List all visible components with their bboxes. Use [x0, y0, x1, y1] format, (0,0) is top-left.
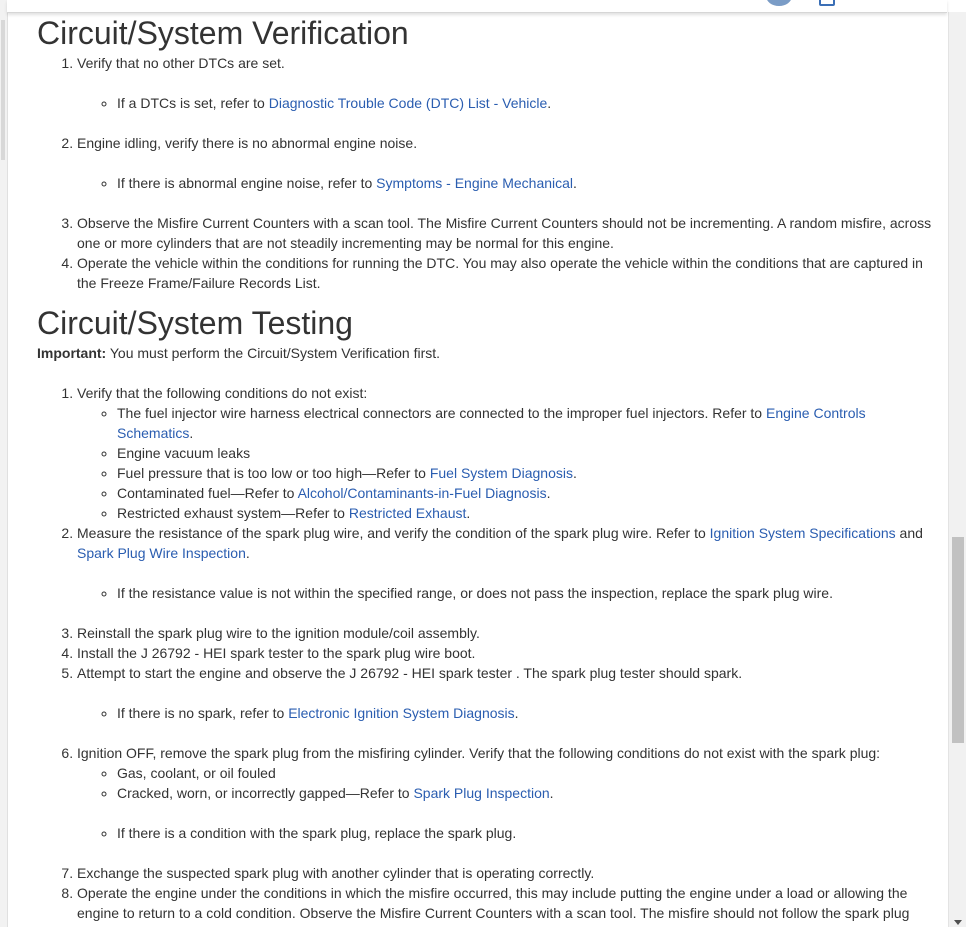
- vertical-scrollbar[interactable]: [948, 12, 966, 927]
- testing-step-3: 3. Reinstall the spark plug wire to the ignition module/coil assembly.: [77, 623, 932, 643]
- testing-heading: Circuit/System Testing: [37, 305, 353, 341]
- testing-step-1-a: ◦ The fuel injector wire harness electrical connectors are connected to the improper fuel injectors. Refer to Engine Controls Schematics.: [117, 403, 932, 443]
- fuel-system-diagnosis-link[interactable]: Fuel System Diagnosis: [429, 465, 573, 481]
- verification-step-4: 4. Operate the vehicle within the conditions for running the DTC. You may also operate the vehicle within the conditions that are captured in the Freeze Frame/Failure Records List.: [77, 253, 932, 293]
- verification-step-2: 2. Engine idling, verify there is no abnormal engine noise. ◦ If there is abnormal engine noise, refer to Symptoms - Engine Mechanical.: [77, 133, 932, 213]
- testing-step-1-e: ◦ Restricted exhaust system—Refer to Restricted Exhaust.: [117, 503, 932, 523]
- symptoms-engine-mechanical-link[interactable]: Symptoms - Engine Mechanical: [376, 175, 574, 191]
- left-scroll-thumb[interactable]: [1, 20, 5, 160]
- verification-heading: Circuit/System Verification: [37, 15, 409, 51]
- verification-steps: [37, 53, 932, 293]
- testing-step-6-b: ◦ Cracked, worn, or incorrectly gapped—Refer to Spark Plug Inspection.: [117, 783, 932, 803]
- testing-step-2: 2. Measure the resistance of the spark plug wire, and verify the condition of the spark plug wire. Refer to Ignition System Specifications and Spark Plug Wire Inspection. ◦ If the resistance value is not within the specified range, or does not pass the inspection, replace the spark plug wire.: [77, 523, 932, 623]
- testing-step-8: 8. Operate the engine under the conditions in which the misfire occurred, this may include putting the engine under a load or allowing the engine to return to a cold condition. Observe the Misfire Current Counters with a scan tool. The misfire should not follow the spark plug: [77, 883, 932, 923]
- verification-step-3: 3. Observe the Misfire Current Counters with a scan tool. The Misfire Current Counters should not be incrementing. A random misfire, across one or more cylinders that are not steadily incrementing may be normal for this engine.: [77, 213, 932, 253]
- testing-step-2-sub: ◦ If the resistance value is not within the specified range, or does not pass the inspection, replace the spark plug wire.: [117, 583, 932, 603]
- testing-step-5-sub: ◦ If there is no spark, refer to Electronic Ignition System Diagnosis.: [117, 703, 932, 723]
- engine-controls-schematics-link[interactable]: Engine Controls Schematics: [117, 405, 866, 441]
- testing-step-6-a: ◦ Gas, coolant, or oil fouled: [117, 763, 932, 783]
- testing-step-1: 1. Verify that the following conditions do not exist: ◦ The fuel injector wire harness electrical connectors are connected to the improper fuel injectors. Refer to Engine Controls Schematics. ◦ Engine vacuum leaks ◦ Fuel pressure that is too low or too high—Refer to Fuel System Diagnosis. ◦ Contaminated fuel—Refer to Alcohol/Contaminants-in-Fuel Diagnosis. ◦ Restricted exhaust system—Refer to Restricted Exhaust.: [77, 383, 932, 523]
- verification-step-1-sub: ◦ If a DTCs is set, refer to Diagnostic Trouble Code (DTC) List - Vehicle.: [117, 93, 932, 113]
- testing-steps: [37, 383, 932, 923]
- spark-plug-wire-inspection-link[interactable]: Spark Plug Wire Inspection: [77, 545, 246, 561]
- user-avatar-icon[interactable]: [766, 0, 792, 6]
- testing-step-7: 7. Exchange the suspected spark plug with another cylinder that is operating correctly.: [77, 863, 932, 883]
- ignition-system-specifications-link[interactable]: Ignition System Specifications: [709, 525, 896, 541]
- dtc-list-link[interactable]: Diagnostic Trouble Code (DTC) List - Vehicle: [268, 95, 548, 111]
- verification-step-1: 1. Verify that no other DTCs are set. ◦ If a DTCs is set, refer to Diagnostic Trouble Code (DTC) List - Vehicle.: [77, 53, 932, 133]
- document-content: [37, 13, 932, 923]
- testing-step-1-c: ◦ Fuel pressure that is too low or too high—Refer to Fuel System Diagnosis.: [117, 463, 932, 483]
- testing-step-1-b: ◦ Engine vacuum leaks: [117, 443, 932, 463]
- spark-plug-inspection-link[interactable]: Spark Plug Inspection: [413, 785, 550, 801]
- restricted-exhaust-link[interactable]: Restricted Exhaust: [348, 505, 467, 521]
- scroll-down-arrow-icon[interactable]: [954, 920, 962, 925]
- scrollbar-thumb[interactable]: [952, 537, 964, 743]
- important-label: Important:: [37, 345, 107, 361]
- left-window-edge: [0, 0, 8, 927]
- testing-step-5: 5. Attempt to start the engine and observe the J 26792 - HEI spark tester . The spark plug tester should spark. ◦ If there is no spark, refer to Electronic Ignition System Diagnosis.: [77, 663, 932, 743]
- testing-step-6: 6. Ignition OFF, remove the spark plug from the misfiring cylinder. Verify that the following conditions do not exist with the spark plug: ◦ Gas, coolant, or oil fouled ◦ Cracked, worn, or incorrectly gapped—Refer to Spark Plug Inspection. ◦ If there is a condition with the spark plug, replace the spark plug.: [77, 743, 932, 863]
- document-icon[interactable]: [819, 0, 835, 6]
- top-header-bar: [7, 0, 947, 13]
- important-note: Important: You must perform the Circuit/System Verification first.: [37, 345, 441, 361]
- testing-step-6-sub: ◦ If there is a condition with the spark plug, replace the spark plug.: [117, 823, 932, 843]
- verification-step-2-sub: ◦ If there is abnormal engine noise, refer to Symptoms - Engine Mechanical.: [117, 173, 932, 193]
- alcohol-contaminants-link[interactable]: Alcohol/Contaminants-in-Fuel Diagnosis: [297, 485, 547, 501]
- testing-step-4: 4. Install the J 26792 - HEI spark tester to the spark plug wire boot.: [77, 643, 932, 663]
- testing-step-1-d: ◦ Contaminated fuel—Refer to Alcohol/Contaminants-in-Fuel Diagnosis.: [117, 483, 932, 503]
- electronic-ignition-diagnosis-link[interactable]: Electronic Ignition System Diagnosis: [288, 705, 515, 721]
